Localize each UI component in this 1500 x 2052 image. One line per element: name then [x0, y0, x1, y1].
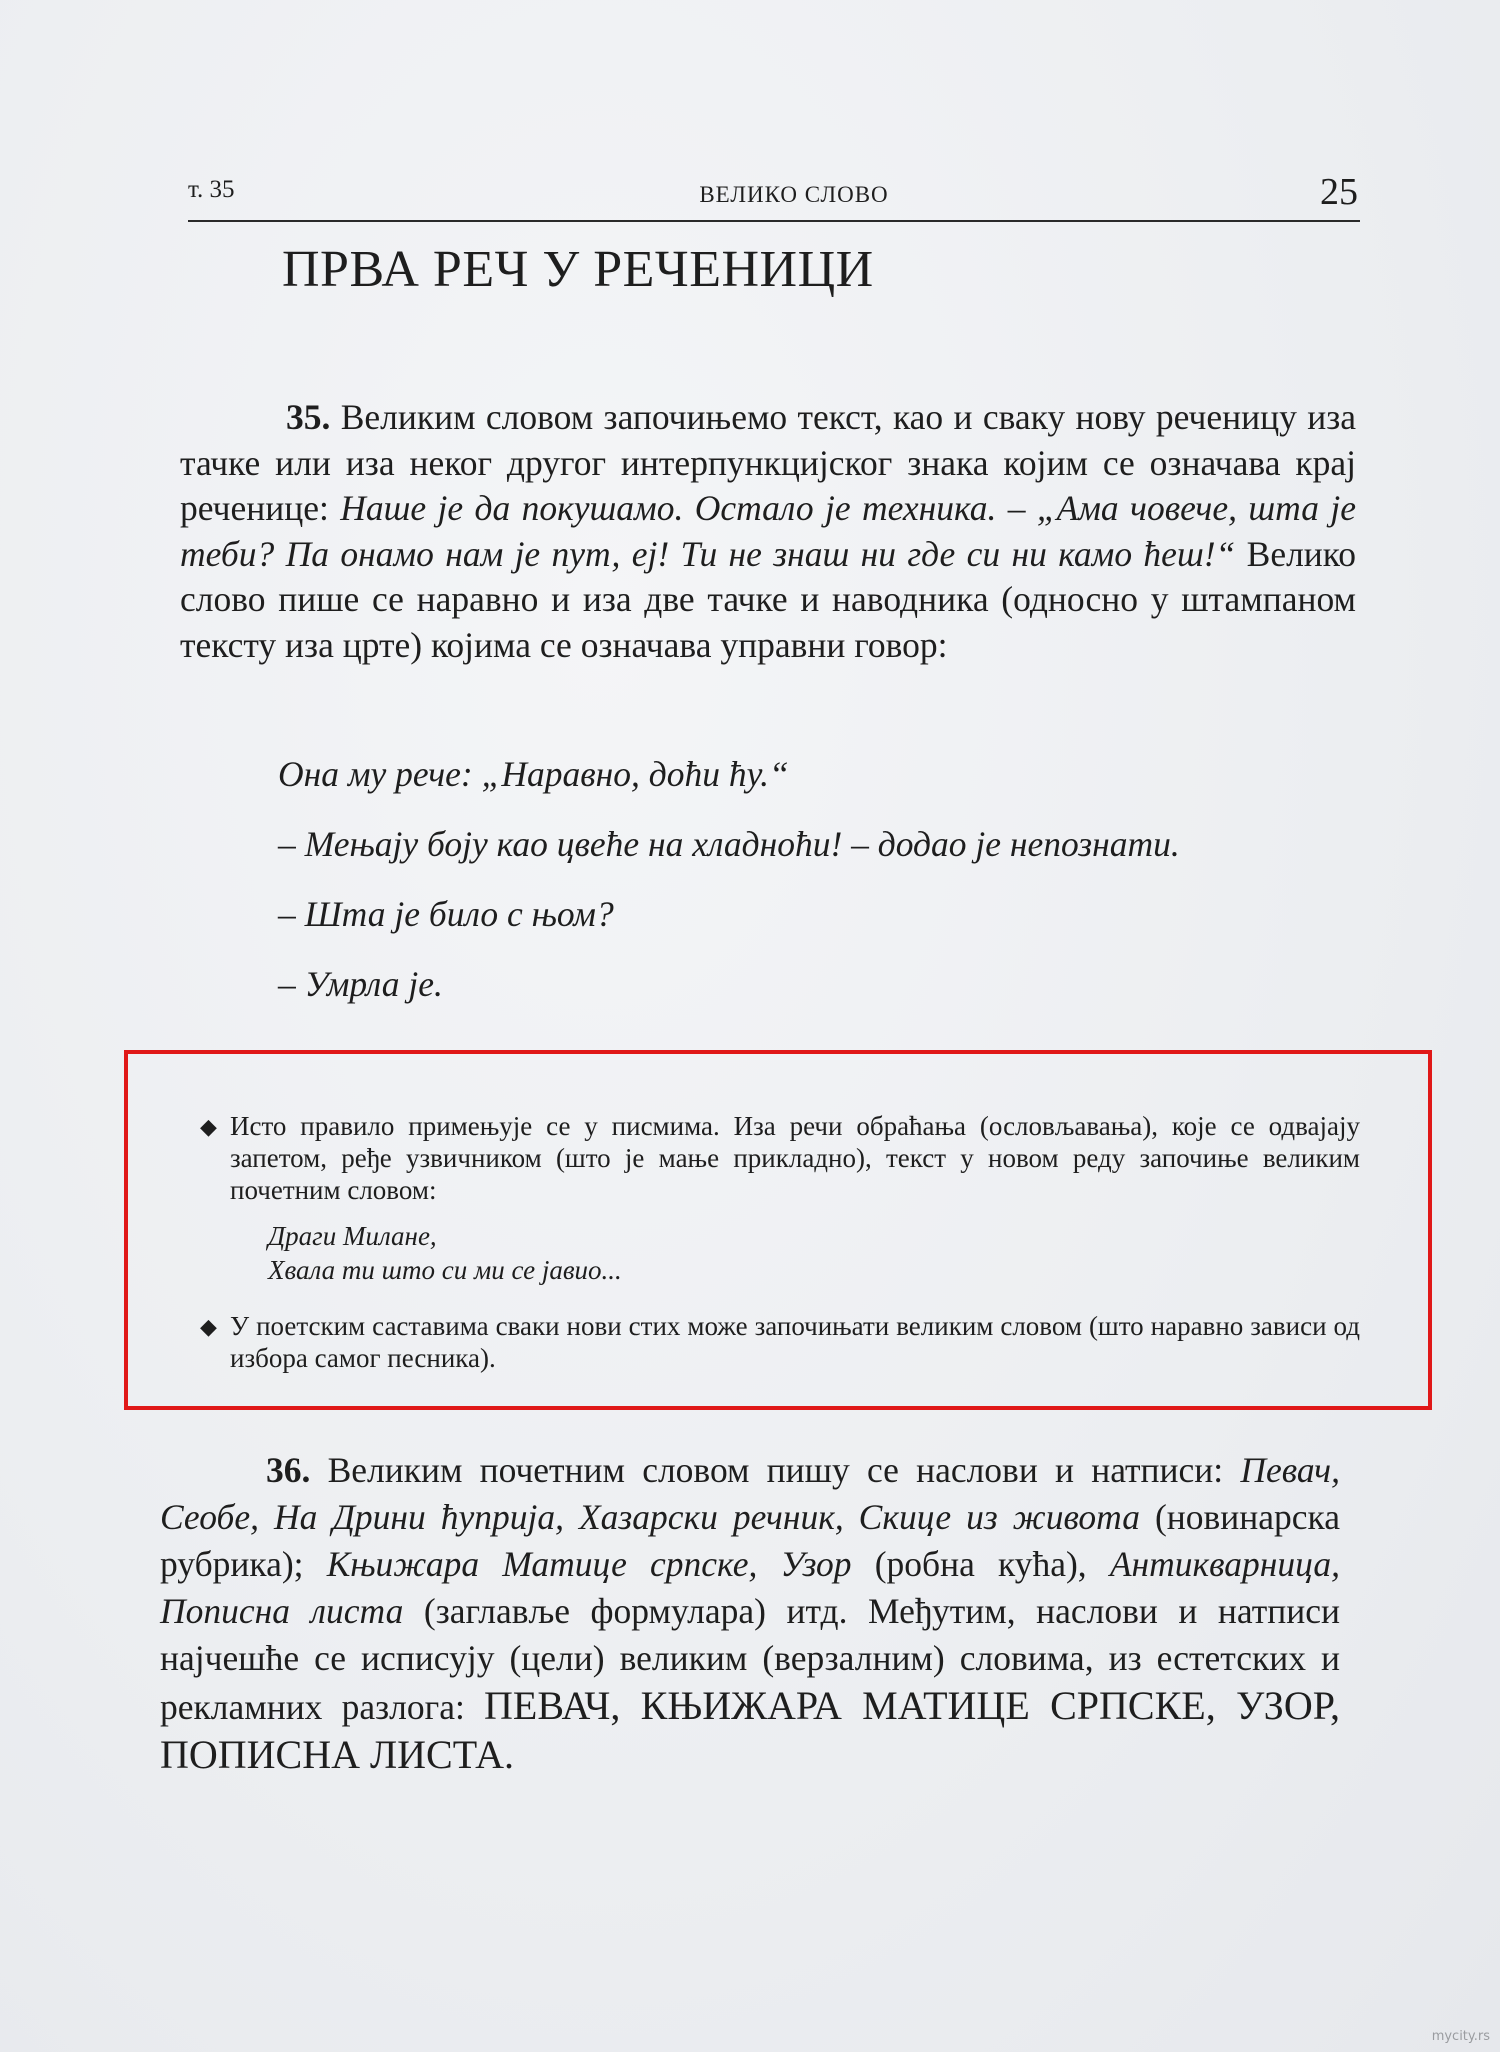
diamond-bullet-icon: ◆ [200, 1114, 217, 1139]
paragraph-text: Великим почетним словом пишу се наслови и натписи: [310, 1450, 1241, 1490]
dialogue-examples [278, 748, 1378, 1028]
paragraph-italic-example: Књижара Матице српске, Узор [326, 1544, 852, 1584]
paragraph-number: 35. [286, 397, 331, 437]
header-section-ref: т. 35 [188, 176, 235, 203]
paragraph-number: 36. [266, 1450, 311, 1490]
paragraph-italic-example: Наше је да покушамо. Остало је техника. – „Ама човече, шта је теби? Па онамо нам је пут, еј! Ти не знаш ни где си ни камо ћеш!“ [180, 488, 1356, 574]
note-text: Исто правило примењује се у писмима. Иза речи обраћања (ословљавања), које се одвајају запетом, ређе узвичником (што је мање прикладно), текст у новом реду започиње великим почетним словом: [230, 1111, 1360, 1205]
watermark: mycity.rs [1431, 2029, 1490, 2044]
diamond-bullet-icon: ◆ [200, 1314, 217, 1339]
paragraph-text: Великим словом започињемо текст, као и сваку нову реченицу иза тачке или иза неког другог интерпункцијског знака којим се означава крај реченице: [180, 397, 1356, 528]
paragraph-text: Велико слово пише се наравно и иза две тачке и наводника (односно у штампаном тексту иза црте) којима се означава управни говор: [180, 533, 1356, 665]
example-line: – Умрла је. [278, 964, 443, 1004]
letter-body: Хвала ти што си ми се јавио... [268, 1255, 622, 1285]
example-line: Она му рече: „Наравно, доћи ћу.“ [278, 754, 789, 794]
paragraph-35 [180, 395, 1356, 668]
running-header [188, 168, 1360, 222]
paragraph-text: (заглавље формулара) итд. Међутим, наслови и натписи најчешће се исписују (цели) великим (верзалним) словима, из естетских и рекламних разлога: [160, 1591, 1341, 1727]
note-item [200, 1310, 1360, 1374]
note-text: У поетским саставима сваки нови стих може започињати великим словом (што наравно зависи од избора самог песника). [230, 1311, 1360, 1373]
highlighted-note-box [124, 1050, 1432, 1410]
example-line: – Мењају боју као цвеће на хладноћи! – додао је непознати. [278, 824, 1180, 864]
page-number: 25 [1320, 171, 1358, 213]
letter-salutation: Драги Милане, [268, 1221, 437, 1251]
example-line: – Шта је било с њом? [278, 894, 614, 934]
letter-example [268, 1219, 622, 1287]
header-chapter-title: ВЕЛИКО СЛОВО [699, 182, 889, 207]
paragraph-italic-example: Антикварница, Пописна листа [160, 1544, 1340, 1631]
section-title: ПРВА РЕЧ У РЕЧЕНИЦИ [282, 241, 874, 298]
paragraph-text: (робна кућа), [851, 1544, 1110, 1584]
paragraph-caps-example: ПЕВАЧ, КЊИЖАРА МАТИЦЕ СРПСКЕ, УЗОР, ПОПИСНА ЛИСТА. [160, 1683, 1340, 1777]
paragraph-italic-example: Певач, Сеобе, На Дрини ћуприја, Хазарски речник, Скице из живота [160, 1450, 1340, 1537]
note-item [200, 1110, 1360, 1206]
paragraph-36 [160, 1447, 1340, 1780]
paragraph-text: (новинарска рубрика); [160, 1497, 1340, 1584]
